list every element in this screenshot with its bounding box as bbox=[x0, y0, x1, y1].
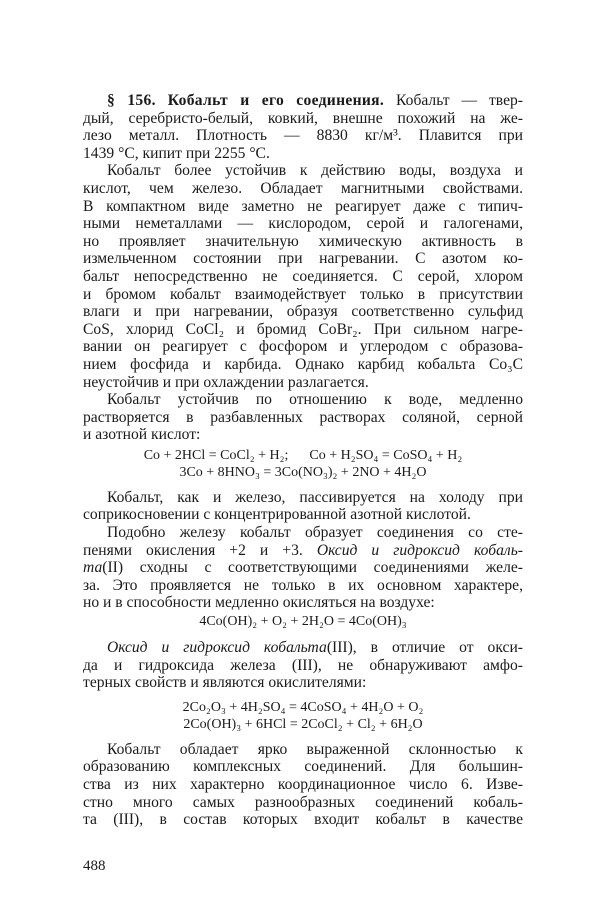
text-line: нием фосфида и карбида. Однако карбид кобальта Co₃C bbox=[83, 355, 523, 373]
text-line: образованию комплексных соединений. Для большин- bbox=[83, 758, 523, 776]
paragraph-properties bbox=[83, 162, 523, 391]
text-line: пенями окисления +2 и +3. Оксид и гидроксид кобаль- bbox=[83, 541, 523, 559]
text-line: измельченном состоянии при нагревании. С азотом ко- bbox=[83, 250, 523, 268]
paragraph-oxidation-states bbox=[83, 524, 523, 612]
equation: 3Co + 8HNO₃ = 3Co(NO₃)₂ + 2NO + 4H₂O bbox=[179, 464, 427, 480]
text-line: та(II) сходны с соответствующими соединениями желе- bbox=[83, 559, 523, 577]
italic-term: Оксид и гидроксид кобаль- bbox=[316, 541, 523, 559]
text-line: кислот, чем железо. Обладает магнитными свойствами. bbox=[83, 179, 523, 197]
text-line: и бромом кобальт взаимодействует только в присутствии bbox=[83, 285, 523, 303]
equation: 4Co(OH)₂ + O₂ + 2H₂O = 4Co(OH)₃ bbox=[199, 614, 407, 630]
text-line: вании он реагирует с фосфором и углеродом с образова- bbox=[83, 338, 523, 356]
equation-block-acids bbox=[83, 447, 523, 481]
text-line: В компактном виде заметно не реагирует даже с типич- bbox=[83, 197, 523, 215]
text-line: соприкосновении с концентрированной азотной кислотой. bbox=[83, 506, 471, 524]
text-line: Кобальт более устойчив к действию воды, воздуха и bbox=[107, 162, 523, 180]
text-line: CoS, хлорид CoCl₂ и бромид CoBr₂. При сильном нагре- bbox=[83, 320, 523, 338]
paragraph-passivation bbox=[83, 489, 523, 524]
equation-block-oxidation bbox=[83, 613, 523, 630]
paragraph-cobalt-iii bbox=[83, 639, 523, 692]
text-line: Кобальт, как и железо, пассивируется на холоду при bbox=[107, 488, 523, 506]
text-line: Подобно железу кобальт образует соединения со сте- bbox=[107, 524, 523, 542]
text-line: Оксид и гидроксид кобальта(III), в отличие от окси- bbox=[107, 639, 524, 657]
text-line: лезо металл. Плотность — 8830 кг/м³. Плавится при bbox=[83, 127, 523, 145]
text-line: стно много самых разнообразных соединений кобаль- bbox=[83, 793, 523, 811]
italic-term: Оксид и гидроксид кобальта bbox=[107, 639, 327, 657]
section-number: § 156. bbox=[107, 92, 156, 109]
text-line: 1439 °С, кипит при 2255 °С. bbox=[83, 144, 270, 162]
text-line: и азотной кислот: bbox=[83, 426, 201, 444]
text-line: та (III), в состав которых входит кобальт в качестве bbox=[83, 811, 523, 829]
text-line: § 156. Кобальт и его соединения. Кобальт — твер- bbox=[107, 92, 523, 109]
section-title: Кобальт и его соединения. bbox=[167, 92, 385, 109]
equation-block-oxidizers bbox=[83, 699, 523, 733]
text-line: неустойчив и при охлаждении разлагается. bbox=[83, 373, 369, 391]
equation: 2Co₂O₃ + 4H₂SO₄ = 4CoSO₄ + 4H₂O + O₂ bbox=[182, 699, 424, 715]
paragraph-acids bbox=[83, 391, 523, 444]
text-line: Кобальт устойчив по отношению к воде, медленно bbox=[107, 391, 523, 409]
paragraph-intro bbox=[83, 92, 523, 162]
paragraph-complexes bbox=[83, 741, 523, 829]
text-line: но и в способности медленно окисляться на воздухе: bbox=[83, 594, 435, 612]
text-line: бальт непосредственно не соединяется. С серой, хлором bbox=[83, 267, 523, 285]
text-line: влаги и при нагревании, образуя соответственно сульфид bbox=[83, 303, 523, 321]
equation: 2Co(OH)₃ + 6HCl = 2CoCl₂ + Cl₂ + 6H₂O bbox=[183, 716, 423, 732]
page-body bbox=[83, 92, 523, 829]
page-number: 488 bbox=[83, 858, 106, 874]
text-line: ными неметаллами — кислородом, серой и галогенами, bbox=[83, 215, 523, 233]
text-line: терных свойств и являются окислителями: bbox=[83, 674, 367, 692]
text-line: дый, серебристо-белый, ковкий, внешне похожий на же- bbox=[83, 109, 523, 127]
equation: Co + 2HCl = CoCl₂ + H₂; Co + H₂SO₄ = CoSO₄ + H₂ bbox=[143, 447, 463, 463]
text-line: да и гидроксида железа (III), не обнаруживают амфо- bbox=[83, 656, 523, 674]
text-line: но проявляет значительную химическую активность в bbox=[83, 232, 523, 250]
text-line: ства из них характерно координационное число 6. Изве- bbox=[83, 776, 523, 793]
text-line: растворяется в разбавленных растворах соляной, серной bbox=[83, 408, 523, 426]
text-line: за. Это проявляется не только в их основном характере, bbox=[83, 576, 523, 594]
italic-term: та bbox=[83, 559, 103, 577]
text-line: Кобальт обладает ярко выраженной склонностью к bbox=[107, 740, 523, 758]
